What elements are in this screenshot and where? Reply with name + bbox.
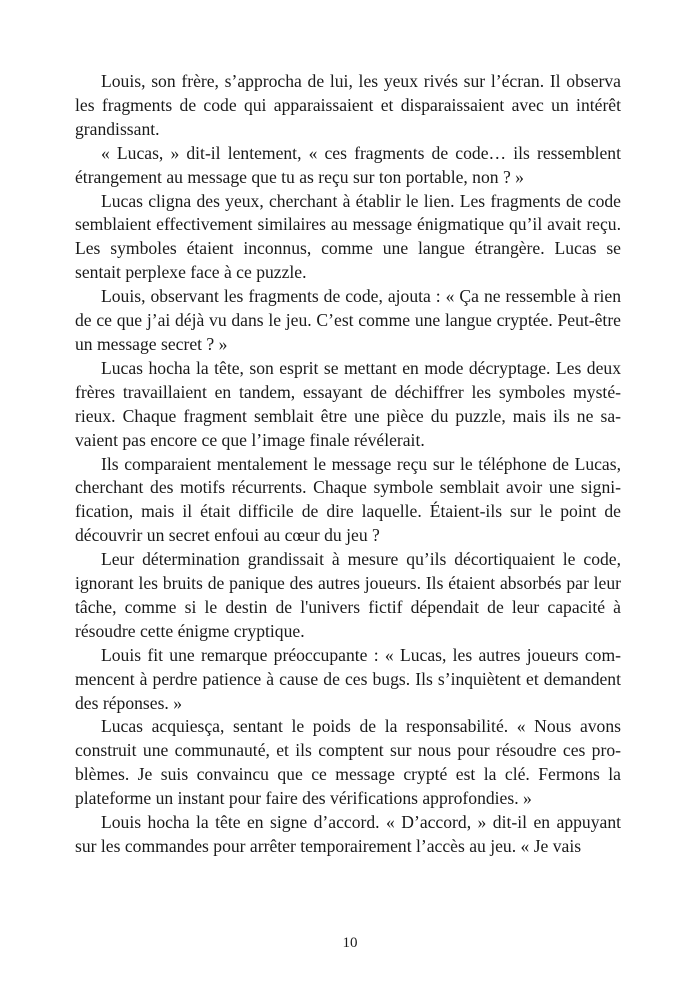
paragraph: « Lucas, » dit-il lentement, « ces fragments de code… ils ressemblent étrangement au message que tu as reçu sur ton portable, non ? » — [75, 142, 621, 187]
paragraph: Louis fit une remarque préoccupante : « Lucas, les autres joueurs commencent à perdre patience à cause de ces bugs. Ils s’inquiètent et demandent des réponses. » — [75, 644, 621, 713]
paragraph: Louis hocha la tête en signe d’accord. « D’accord, » dit-il en appuyant sur les commandes pour arrêter temporairement l’accès au jeu. « Je vais — [75, 812, 621, 856]
paragraph: Louis, son frère, s’approcha de lui, les yeux rivés sur l’écran. Il observa les fragments de code qui apparaissaient et disparaissaient avec un intérêt grandissant. — [75, 71, 621, 139]
paragraph: Lucas hocha la tête, son esprit se mettant en mode décryptage. Les deux frères travaillaient en tandem, essayant de déchiffrer les symboles mystérieux. Chaque fragment semblait être une pièce du puzzle, mais ils ne savaient pas encore ce que l’image finale révélerait. — [75, 357, 621, 450]
page-body — [75, 70, 621, 859]
paragraph: Ils comparaient mentalement le message reçu sur le téléphone de Lucas, cherchant des motifs récurrents. Chaque symbole semblait avoir une signification, mais il était difficile de dire laquelle. Étaient-ils sur le point de découvrir un secret enfoui au cœur du jeu ? — [75, 453, 621, 546]
paragraph: Louis, observant les fragments de code, ajouta : « Ça ne ressemble à rien de ce que j’ai déjà vu dans le jeu. C’est comme une langue cryptée. Peut-être un message secret ? » — [75, 286, 621, 354]
paragraph: Lucas acquiesça, sentant le poids de la responsabilité. « Nous avons construit une communauté, et ils comptent sur nous pour résoudre ces problèmes. Je suis convaincu que ce message crypté est la clé. Fermons la plateforme un instant pour faire des vérifications approfondies. » — [75, 716, 621, 809]
page-number: 10 — [342, 935, 358, 951]
paragraph: Leur détermination grandissait à mesure qu’ils décortiquaient le code, ignorant les bruits de panique des autres joueurs. Ils étaient absorbés par leur tâche, comme si le destin de l'univers fictif dépendait de leur capacité à résoudre cette énigme cryptique. — [75, 549, 621, 641]
paragraph: Lucas cligna des yeux, cherchant à établir le lien. Les fragments de code semblaient effectivement similaires au message énigmatique qu’il avait reçu. Les symboles étaient inconnus, comme une langue étrangère. Lucas se sentait perplexe face à ce puzzle. — [75, 190, 621, 283]
